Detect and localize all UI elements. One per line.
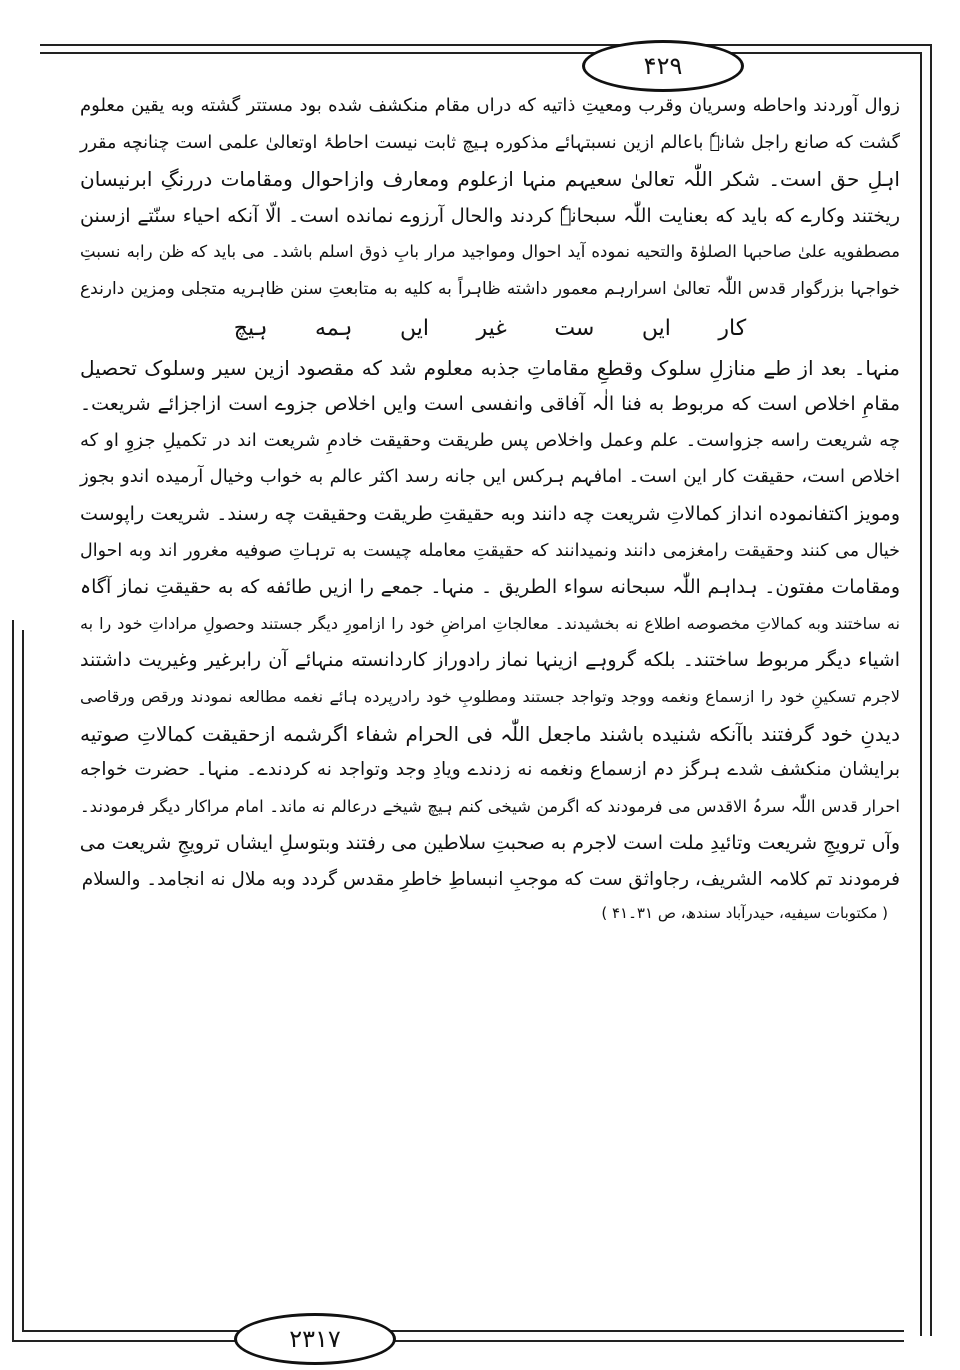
page-number-oval [582, 40, 744, 92]
text-line: دیدنِ خود گرفتند باآنکه شنیده باشند ماجعل اللّٰہ فی الحرام شفاء اگرشمه ازحقیقت کمالاتِ صوتیه [80, 721, 900, 746]
verse-word: ایں [641, 315, 671, 341]
text-line: ریختند وکارے که باید که بعنایت اللّٰہ سبحانہٗ کردند والحال آرزوے نمانده است۔ الّا آنکه احیاء سنّتے ازسنن [80, 204, 900, 227]
text-line: ومقامات مفتون۔ ہداہم اللّٰہ سبحانه سواء الطریق ۔ منہا۔ جمعے را ازیں طائفه که به حقیقتِ نماز آگاہ [80, 576, 900, 599]
verse-word: ہیچ [233, 315, 268, 341]
text-line: احرار قدس اللّٰہ سرہُ الاقدس می فرمودند که اگرمن شیخی کنم ہیچ شیخے درعالم نه ماند۔ امام مراکار دیگر فرمودند۔ [80, 796, 900, 816]
paragraph-2 [80, 350, 900, 899]
page-body [80, 88, 900, 928]
text-line: مقامِ اخلاص است که مربوط به فنا الٰہ آفاقی وانفسی است وایں اخلاص جزوے است ازاجزائے شریعت۔ [80, 393, 900, 416]
text-line: برایشان منکشف شدے ہرگز دم ازسماع ونغمه نه زدندے ویادِ وجد وتواجد نه کردندے۔ منہا۔ حضرت خواجه [80, 759, 900, 781]
text-line: وآں ترویجِ شریعت وتائیدِ ملت است لاجرم به صحبتِ سلاطین می رفتند وبتوسلِ ایشاں ترویجِ شریعت می [79, 832, 900, 855]
page-number: ۴۲۹ [643, 52, 683, 80]
text-line: ومویز اکتفانموده انداز کمالاتِ شریعت چه دانند وبه حقیقتِ طریقت وحقیقت چه رسند۔ شریعت راپوست [80, 502, 900, 525]
verse-word: غیر [476, 315, 507, 341]
text-line: چه شریعت راسه جزواست۔ علم وعمل واخلاص پس طریقت وحقیقت خادمِ شریعت اند در تکمیلِ جزوِ او که [80, 429, 900, 451]
volume-page-oval [234, 1313, 396, 1365]
text-line: منہا۔ بعد از طے منازلِ سلوک وقطعِ مقاماتِ جذبه معلوم شد که مقصود ازین سیر وسلوک تحصیل [80, 355, 900, 380]
text-line: خواجہا بزرگوار قدس اللّٰہ تعالیٰ اسرارہم معمور داشته ظاہراً به کلیه به متابعتِ سنن ظاہریه متجلی ومزین دارندع [80, 278, 900, 299]
verse-word: ست [554, 315, 595, 341]
text-line: زوال آوردند واحاطه وسریان وقرب ومعیتِ ذاتیه که دراں مقام منکشف شده بود مستتر گشته وبه یقین معلوم [80, 95, 900, 116]
text-line: فرمودند تم کلامہ الشریف، رجاواثق ست که موجبِ انبساطِ خاطرِ مقدس گردد وبه ملال نه انجامد۔ والسلام [81, 868, 900, 890]
text-line: لاجرم تسکینِ خود را ازسماع ونغمه ووجد وتواجد جستند ومطلوبِ خود رادرپرده ہائے نغمه مطالعه نمودند ورقص ورقاصی [80, 686, 900, 706]
text-line: مصطفویه علیٰ صاحبہا الصلوٰۃ والتحیه نموده آید احوال ومواجید مرار بابِ ذوق اسلم باشد۔ می باید که ظن رابه نسبتِ [80, 242, 900, 262]
text-line: اہلِ حق است۔ شکر اللّٰہ تعالیٰ سعیہم منہا ازعلوم ومعارف وازاحوال ومقامات دررنگِ ابرنیسان [80, 167, 900, 192]
volume-page-number: ۲۳۱۷ [289, 1325, 341, 1353]
verse-word: ایں [399, 315, 429, 341]
citation: ( مکتوبات سیفیه، حیدرآباد سندھ، ص ۳۱۔۴۱ ) [601, 904, 888, 923]
text-line: اشیاء دیگر مربوط ساختند۔ بلکه گروہے ازینہا نماز رادوراز کاردانسته منہائے آن رابرغیر وغیریت داشتند [80, 649, 900, 672]
text-line: نه ساختند وبه کمالاتِ مخصوصه اطلاع نه بخشیدند۔ معالجاتِ امراضِ خود را ازامورِ دیگر جستند وحصولِ مراداتِ خود را به [80, 613, 900, 633]
text-line: اخلاص است، حقیقت کار این است۔ امافہم ہرکس ایں جانه رسد اکثر عالم به خواب وخیال آرمیده اندو بجوز [80, 466, 900, 488]
verse-line [80, 308, 900, 350]
paragraph-1 [80, 88, 900, 308]
text-line: خیال می کنند وحقیقت رامغزمی دانند ونمیدانند که حقیقتِ معامله چیست به ترہاتِ صوفیه مغرور اند وبه احوال [80, 540, 900, 561]
verse-word: ہمه [315, 315, 353, 341]
verse-word: کار [718, 315, 747, 341]
text-line: گشت که صانع راجل شانہٗ باعالم ازین نسبتہائے مذکوره ہیچ ثابت نیست احاطۂ اوتعالیٰ علمی است چنانچه مقرر [80, 132, 900, 153]
